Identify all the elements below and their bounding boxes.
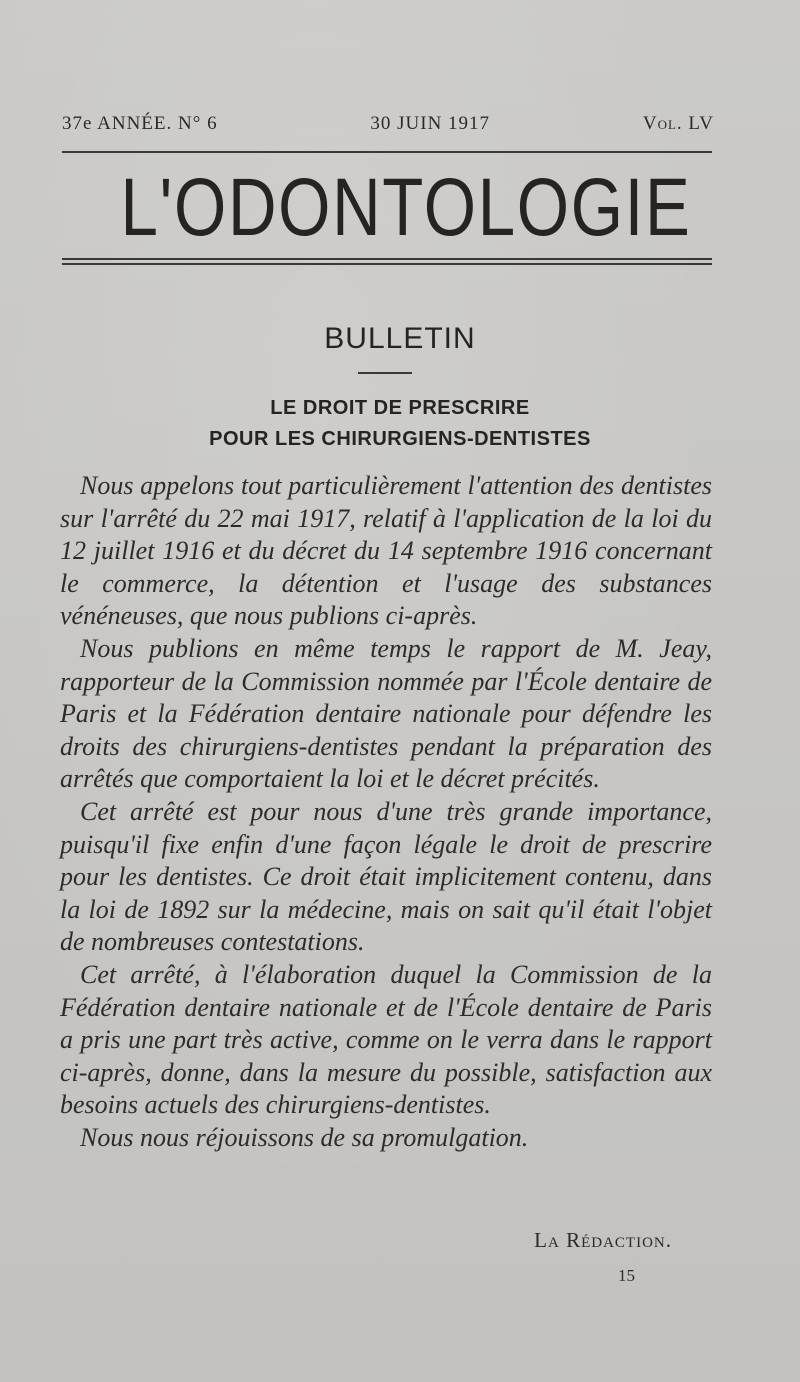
paragraph: Nous nous réjouissons de sa promulgation. xyxy=(80,1122,529,1152)
paragraph: Nous publions en même temps le rapport de M. Jeay, rapporteur de la Commission nommée par l'École dentaire de Paris et la Fédération dentaire nationale pour défendre les droits des chirurgiens-dentistes pendant la préparation des arrêtés que comportaient la loi et le décret précités. xyxy=(60,633,712,794)
issue-date: 30 JUIN 1917 xyxy=(370,113,491,134)
headline-line-2: POUR LES CHIRURGIENS-DENTISTES xyxy=(209,428,591,450)
signature: La Rédaction. xyxy=(534,1228,672,1252)
section-divider xyxy=(358,372,412,374)
paragraph: Cet arrêté, à l'élaboration duquel la Commission de la Fédération dentaire nationale et de l'École dentaire de Paris a pris une part très active, comme on le verra dans le rapport ci-après, donne, dans la mesure du possible, satisfaction aux besoins actuels des chirurgiens-dentistes. xyxy=(60,959,712,1120)
paragraph: Cet arrêté est pour nous d'une très grande importance, puisqu'il fixe enfin d'une façon légale le droit de prescrire pour les dentistes. Ce droit était implicitement contenu, dans la loi de 1892 sur la médecine, mais on sait qu'il était l'objet de nombreuses contestations. xyxy=(60,796,712,957)
headline-line-1: LE DROIT DE PRESCRIRE xyxy=(270,397,530,419)
issue-number: 37e ANNÉE. N° 6 xyxy=(62,113,218,134)
issue-header xyxy=(62,113,714,135)
header-rule xyxy=(62,151,712,153)
page-number: 15 xyxy=(618,1266,635,1285)
article-body xyxy=(60,470,712,1154)
volume-number: Vol. LV xyxy=(642,113,714,134)
paragraph: Nous appelons tout particulièrement l'attention des dentistes sur l'arrêté du 22 mai 1917, relatif à l'application de la loi du 12 juillet 1916 et du décret du 14 septembre 1916 concernant le commerce, la détention et l'usage des substances vénéneuses, que nous publions ci-après. xyxy=(60,471,712,631)
section-title: BULLETIN xyxy=(324,322,476,355)
journal-title: L'ODONTOLOGIE xyxy=(120,162,692,253)
masthead-double-rule xyxy=(62,258,712,265)
